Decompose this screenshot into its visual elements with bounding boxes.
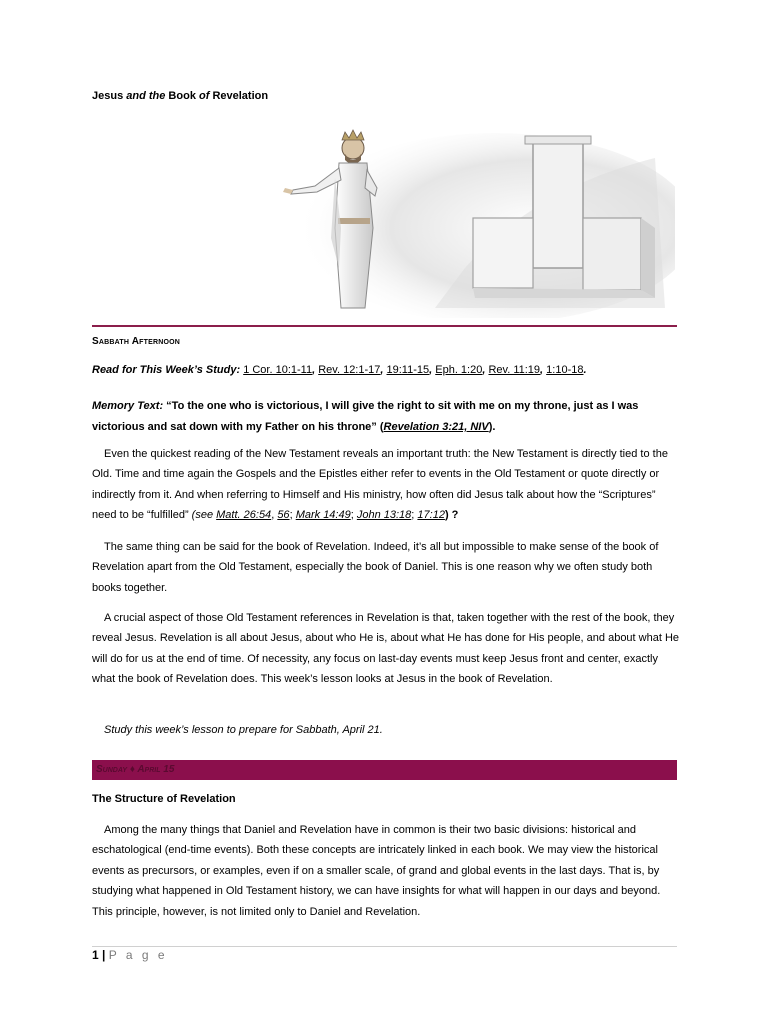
memory-text: Memory Text: “To the one who is victorious, I will give the right to sit with me on my throne, just as I was victorious and sat down with my Father on his throne” (Revelation 3:21, NIV). [92,400,639,433]
read-for-study: Read for This Week’s Study: 1 Cor. 10:1-11, Rev. 12:1-17, 19:11-15, Eph. 1:20, Rev. 11:19, 1:10-18. [92,364,587,376]
lesson-title: Jesus and the Book of Revelation [92,90,269,102]
jesus-throne-illustration [235,118,675,318]
page-label: P a g e [108,948,168,962]
scripture-link[interactable]: Eph. 1:20 [435,364,483,376]
scripture-link[interactable]: 17:12 [417,509,445,522]
scripture-link[interactable]: Mark 14:49 [295,509,351,522]
scripture-link[interactable]: Matt. 26:54 [216,509,272,522]
paragraph: Even the quickest reading of the New Testament reveals an important truth: the New Testament is directly tied to the Old. Time and time again the Gospels and the Epistles either refer to events in the Old Testament or quote directly or indirectly from it. And when referring to Himself and His ministry, how often did Jesus talk about how the “Scriptures” need to be “fulfilled” (see Matt. 26:54, 56; Mark 14:49; John 13:18; 17:12) ? [92,448,668,522]
scripture-link[interactable]: 19:11-15 [386,364,430,376]
scripture-link[interactable]: Rev. 12:1-17 [318,364,381,376]
scripture-link[interactable]: 1:10-18 [546,364,584,376]
paragraph: The same thing can be said for the book of Revelation. Indeed, it’s all but impossible to make sense of the book of Revelation apart from the Old Testament, especially the book of Daniel. This is one reason why we often study both books together. [92,541,659,594]
page-footer: 1 | P a g e [92,948,168,962]
page-number: 1 [92,948,99,962]
section-label: Sabbath Afternoon [92,336,181,347]
scripture-link[interactable]: 1 Cor. 10:1-11 [243,364,313,376]
day-banner: Sunday ♦ April 15 [92,760,677,780]
memory-reference-link[interactable]: Revelation 3:21, NIV [383,421,489,433]
paragraph: A crucial aspect of those Old Testament references in Revelation is that, taken together with the rest of the book, they reveal Jesus. Revelation is all about Jesus, about who He is, about what He has done for His people, and about what He will do for us at the end of time. Of necessity, any focus on last-day events must keep Jesus front and center, exactly what the book of Revelation does. This week’s lesson looks at Jesus in the book of Revelation. [92,612,680,686]
footer-divider [92,946,677,947]
scripture-link[interactable]: Rev. 11:19 [488,364,541,376]
paragraph: Among the many things that Daniel and Revelation have in common is their two basic divisions: historical and eschatological (end-time events). Both these concepts are intricately linked in each book. We may view the historical events as precursors, or examples, even if on a smaller scale, of grand and global events in the last days. That is, by studying what happened in Old Testament history, we can have insights for what will happen in our days and beyond. This principle, however, is not limited only to Daniel and Revelation. [92,824,661,918]
scripture-link[interactable]: John 13:18 [356,509,412,522]
section-title: The Structure of Revelation [92,793,236,805]
paragraph: Study this week’s lesson to prepare for Sabbath, April 21. [104,724,383,736]
scripture-link[interactable]: 56 [277,509,290,522]
header-divider [92,325,677,327]
